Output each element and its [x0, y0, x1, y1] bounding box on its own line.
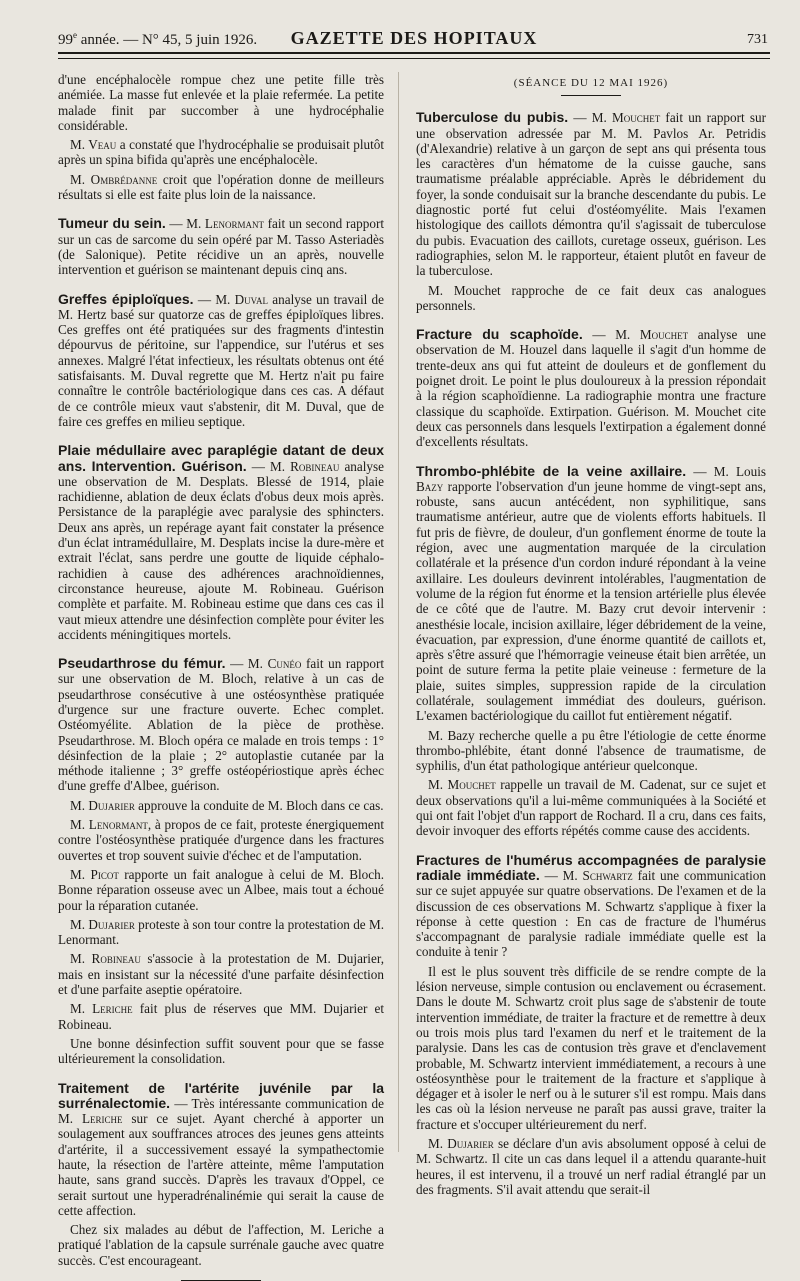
- speaker-name: Bazy: [416, 478, 444, 494]
- dash-text: — M. Louis: [686, 463, 766, 479]
- page-number: 731: [747, 32, 768, 47]
- paragraph: [416, 728, 766, 774]
- speaker-name: M. Dujarier: [428, 1136, 494, 1151]
- paragraph-text: analyse une observation de M. Houzel dans laquelle il s'agit d'un homme de trente-deux ans qui fut atteint de douleurs et de gonflement du poignet droit. Le point le plus douloureux à la pression répondait à la région scaphoïdienne. La radiographie montra une fracture classique du scaphoïde. Extirpation. Guérison. M. Mouchet cite deux cas personnels dans lesquels l'extirpation a également donné d'excellents résultats.: [416, 327, 766, 450]
- speaker-name: M. Dujarier: [70, 916, 135, 932]
- section-fracture-scaphoide: [416, 327, 766, 449]
- page-header: [58, 24, 770, 50]
- speaker-name: M. Leriche: [70, 1001, 133, 1017]
- paragraph: [58, 817, 384, 863]
- dash-text: — M.: [582, 327, 640, 343]
- paragraph: [58, 1001, 384, 1032]
- paragraph-text: fait un second rapport sur un cas de sarcome du sein opéré par M. Tasso Asteriadès (de Salonique). Petite récidive un an après, nouvelle intervention et guérison se maintenant depuis cinq ans.: [58, 216, 385, 278]
- year-ordinal: 99: [58, 32, 73, 48]
- paragraph-text: fait plus de réserves que MM. Dujarier et Robineau.: [58, 1001, 384, 1032]
- paragraph-text: approuve la conduite de M. Bloch dans ce cas.: [134, 797, 384, 813]
- paragraph-text: rapporte l'observation d'un jeune homme de vingt-sept ans, robuste, sans aucun antécédent, non syphilitique, sans traumatisme antérieur, autre que de violents efforts habituels. Il fut pris de fièvre, de douleur, d'un gonflement énorme de toute la région, avec une augmentation marquée de la circulation collatérale et la présence d'un cordon induré répondant à la veine axillaire. Les douleurs devinrent intolérables, l'augmentation de volume de la région fut énorme et la tension artérielle plus élevée de ce côté que de l'autre. M. Bazy crut devoir intervenir : anesthésie locale, incision axillaire, léger débridement de la veine, évacuation, par expression, d'une énorme quantité de caillots et, après s'être assuré que l'hémorragie veineuse était bien arrêtée, un point de suture ferma la petite plaie veineuse : fermeture de la plaie, suites simples, suppression rapide de la circulation collatérale, soulagement immédiat des douleurs, guérison. L'examen bactériologique du caillot fut entièrement négatif.: [416, 478, 766, 724]
- paragraph: [58, 1222, 384, 1268]
- paragraph-text: sur ce sujet. Ayant cherché à apporter un soulagement aux souffrances atroces des jeunes gens atteints d'artérite, il a successivement essayé la sympathectomie haute, la résection de l'artère atteinte, même l'amputation haute, sans grand succès. D'après les travaux d'Oppel, ce serait surtout une hyperadrénalinémie qui serait la cause de cette affection.: [58, 1111, 384, 1218]
- right-column: [416, 76, 766, 1201]
- seance-rule: [561, 95, 621, 96]
- paragraph: [58, 172, 384, 203]
- speaker-name: Mouchet: [611, 110, 661, 126]
- section-title: Fracture du scaphoïde.: [416, 326, 583, 343]
- paragraph: [416, 283, 766, 314]
- speaker-name: M. Lenormant: [70, 817, 148, 833]
- paragraph: [58, 917, 384, 948]
- paragraph-text: Une bonne désinfection suffit souvent pour que se fasse ultérieurement la consolidation.: [58, 1035, 384, 1067]
- paragraph-text: se déclare d'un avis absolument opposé à celui de M. Schwartz. Il cite un cas dans lequel il a attendu quarante-huit heures, il est intervenu, il a trouvé un nerf radial étranglé par un des fragments. S'il avait attendu que serait-il: [416, 1136, 766, 1197]
- section-fractures-humerus: [416, 853, 766, 960]
- paragraph-text: fait un rapport sur une observation adressée par M. M. Pavlos Ar. Petridis (d'Alexandrie) relative à un garçon de sept ans qui présenta tous les caractères d'un hématome de la cuisse gauche, sans traumatisme préalable appréciable. Après le débridement du foyer, la sonde conduisait sur la branche descendante du pubis. Le diagnostic porté fut celui d'ostéomyélite. Mais l'examen histologique des caillots démontra qu'il s'agissait de tuberculose du pubis. Evacuation des caillots, curetage osseux, guérison. Les radiographies, selon M. le rapporteur, étaient plutôt en faveur de la tuberculose.: [416, 110, 767, 279]
- section-tuberculose-pubis: [416, 110, 766, 278]
- section-thrombo-phlebite: [416, 464, 766, 724]
- paragraph-text: d'une encéphalocèle rompue chez une petite fille très anémiée. La masse fut enlevée et la plaie refermée. La petite malade finit par succomber à une hydrocéphalie considérable.: [58, 72, 384, 133]
- section-title: Plaie médullaire avec paraplégie datant de deux ans. Intervention. Guérison.: [58, 442, 384, 474]
- speaker-name: M. Mouchet: [428, 777, 496, 793]
- paragraph: [416, 777, 766, 838]
- speaker-name: Duval: [234, 291, 269, 307]
- section-title: Tuberculose du pubis.: [416, 109, 569, 126]
- speaker-name: Robineau: [290, 458, 340, 474]
- paragraph-text: Chez six malades au début de l'affection, M. Leriche a pratiqué l'ablation de la capsule surrénale gauche avec quatre succès. C'est encourageant.: [58, 1222, 384, 1268]
- paragraph: [58, 72, 384, 133]
- column-divider: [398, 72, 399, 1152]
- issue-date: année. — N° 45, 5 juin 1926.: [80, 32, 258, 48]
- section-tumeur-du-sein: [58, 216, 384, 277]
- paragraph-text: a constaté que l'hydrocéphalie se produisait plutôt après un spina bifida qu'après une encéphalocèle.: [58, 137, 384, 168]
- dash-text: — Très intéressante communication de M.: [58, 1095, 384, 1127]
- paragraph-text: analyse un travail de M. Hertz basé sur quatorze cas de greffes épiploïques libres. Ces greffes ont été pratiquées sur des fragments d'intestin dépourvus de péritoine, sur l'appendice, sur l'utérus et ses annexes. Malgré l'état infectieux, les résultats obtenus ont été satisfaisants. M. Duval regrette que M. Hertz n'ait pu faire connaître le contrôle bactériologique dans ces cas. A défaut de ce contrôle mieux vaut s'abstenir, dit M. Duval, que de faire ces greffes en milieu septique.: [58, 291, 384, 429]
- paragraph-text: rapporte un fait analogue à celui de M. Bloch. Bonne réparation osseuse avec un Albee, mais tout a échoué pour la réparation cutanée.: [58, 866, 385, 913]
- dash-text: — M.: [568, 110, 612, 126]
- speaker-name: M. Robineau: [70, 951, 141, 967]
- dash-text: — M.: [225, 656, 268, 672]
- paragraph: [58, 867, 384, 913]
- dash-text: — M.: [539, 867, 583, 883]
- section-title: Greffes épiploïques.: [58, 290, 194, 307]
- section-plaie-medullaire: [58, 443, 384, 642]
- left-column: [58, 72, 384, 1281]
- speaker-name: Schwartz: [582, 867, 633, 883]
- paragraph-text: proteste à son tour contre la protestation de M. Lenormant.: [58, 916, 384, 948]
- speaker-name: M. Ombrédanne: [70, 171, 158, 187]
- speaker-name: M. Picot: [70, 866, 119, 882]
- paragraph-text: analyse une observation de M. Desplats. Blessé de 1914, plaie rachidienne, ablation de deux éclats d'obus deux mois après. Persistance de la paraplégie avec paralysie des sphincters. Deux ans après, un repérage ayant fait constater la présence d'un éclat intramédullaire, M. Desplats incise la dure-mère et extrait l'éclat, sans perdre une goutte de liquide céphalo-rachidien à cause des adhérences arachnoïdiennes, circonstance heureuse, ajoute M. Robineau. Guérison complète et parfaite. M. Robineau estime que dans ces cas il vaut mieux attendre une désinfection complète pour éviter les accidents méningitiques mortels.: [58, 458, 384, 642]
- header-rule-thin: [58, 58, 770, 59]
- paragraph-text: s'associe à la protestation de M. Dujarier, mais en insistant sur la nécessité d'une parfaite désinfection et d'une parfaite aseptie opératoire.: [58, 951, 384, 998]
- paragraph: [416, 964, 766, 1132]
- paragraph-text: fait une communication sur ce sujet appuyée sur quatre observations. De l'examen et de la discussion de ces observations M. Schwartz s'applique à fixer la réponse à cette question : En cas de fracture de l'humérus s'accompagnant de paralysie radiale immédiate quelle est la conduite à tenir ?: [416, 867, 766, 960]
- speaker-name: M. Veau: [70, 137, 117, 153]
- paragraph: [58, 1036, 384, 1067]
- paragraph-text: fait un rapport sur une observation de M. Bloch, relative à un cas de pseudarthrose consécutive à une ostéosynthèse pratiquée d'urgence sur une fracture ouverte. Echec complet. Ostéomyélite. Ablation de la pièce de prothèse. Pseudarthrose. M. Bloch opéra ce malade en trois temps : 1° désinfection de la plaie ; 2° autoplastie cutanée par la méthode italienne ; 3° greffe ostéopériostique après échec d'une greffe d'Albee, guérison.: [58, 656, 384, 794]
- journal-title: GAZETTE DES HOPITAUX: [290, 28, 538, 48]
- speaker-name: Cunéo: [267, 656, 302, 672]
- paragraph-text: M. Mouchet rapproche de ce fait deux cas analogues personnels.: [416, 282, 766, 313]
- section-title: Pseudarthrose du fémur.: [58, 655, 226, 672]
- paragraph: [58, 798, 384, 813]
- seance-heading: (SÉANCE DU 12 MAI 1926): [513, 77, 669, 89]
- paragraph-text: rappelle un travail de M. Cadenat, sur ce sujet et deux observations qu'il a lui-même communiquées à la Société et qui ont fait l'objet d'un rapport de Rochard. Il a cru, dans ces faits, devoir invoquer des efforts répétés comme cause des accidents.: [416, 777, 766, 839]
- section-greffes-epiploiques: [58, 292, 384, 430]
- section-title: Fractures de l'humérus accompagnées de paralysie radiale immédiate.: [416, 851, 766, 883]
- speaker-name: M. Dujarier: [70, 797, 135, 813]
- section-arterite-juvenile: [58, 1081, 384, 1219]
- paragraph-text: M. Bazy recherche quelle a pu être l'étiologie de cette énorme thrombo-phlébite, étant donné l'absence de traumatisme, de syphilis, d'un état pathologique antérieur quelconque.: [416, 727, 766, 774]
- paragraph-text: croit que l'opération donne de meilleurs résultats si elle est faite plus loin de la naissance.: [58, 171, 384, 203]
- speaker-name: Lenormant: [204, 216, 264, 232]
- paragraph-text: , à propos de ce fait, proteste énergiquement contre l'ostéosynthèse pratiquée d'urgence dans les fractures ouvertes et trop souvent suivie d'échec et de l'amputation.: [58, 817, 385, 863]
- year-ordinal-sup: e: [73, 30, 77, 40]
- section-pseudarthrose-femur: [58, 656, 384, 794]
- paragraph: [58, 951, 384, 997]
- section-title: Tumeur du sein.: [58, 215, 166, 232]
- paragraph: [416, 1136, 766, 1197]
- speaker-name: Mouchet: [639, 327, 689, 343]
- dash-text: — M.: [246, 458, 291, 474]
- section-title: Traitement de l'artérite juvénile par la surrénalectomie.: [58, 1079, 384, 1111]
- section-title: Thrombo-phlébite de la veine axillaire.: [416, 462, 687, 479]
- speaker-name: Leriche: [81, 1111, 123, 1127]
- dash-text: — M.: [165, 216, 205, 232]
- paragraph: [58, 137, 384, 168]
- header-rule-thick: [58, 52, 770, 54]
- paragraph-text: Il est le plus souvent très difficile de se rendre compte de la lésion nerveuse, simple contusion ou enclavement ou écrasement. Dans le doute M. Schwartz croit plus sage de s'abstenir de toute intervention immédiate, de traiter la fracture et de remettre à deux ou trois mois plus tard l'examen du nerf et le traitement de la paralysie. Dans les cas de contusion très grave et d'enclavement probable, M. Schwartz intervient immédiatement, a recours à une ostéosynthèse pour le traitement de la fracture et s'applique à dégager et à isoler le nerf ou à le suturer s'il est rompu. Mais dans les cas où la lésion nerveuse ne paraît pas aussi grave, traiter la fracture et s'occuper ultérieurement du nerf.: [416, 963, 766, 1132]
- dash-text: — M.: [193, 291, 235, 307]
